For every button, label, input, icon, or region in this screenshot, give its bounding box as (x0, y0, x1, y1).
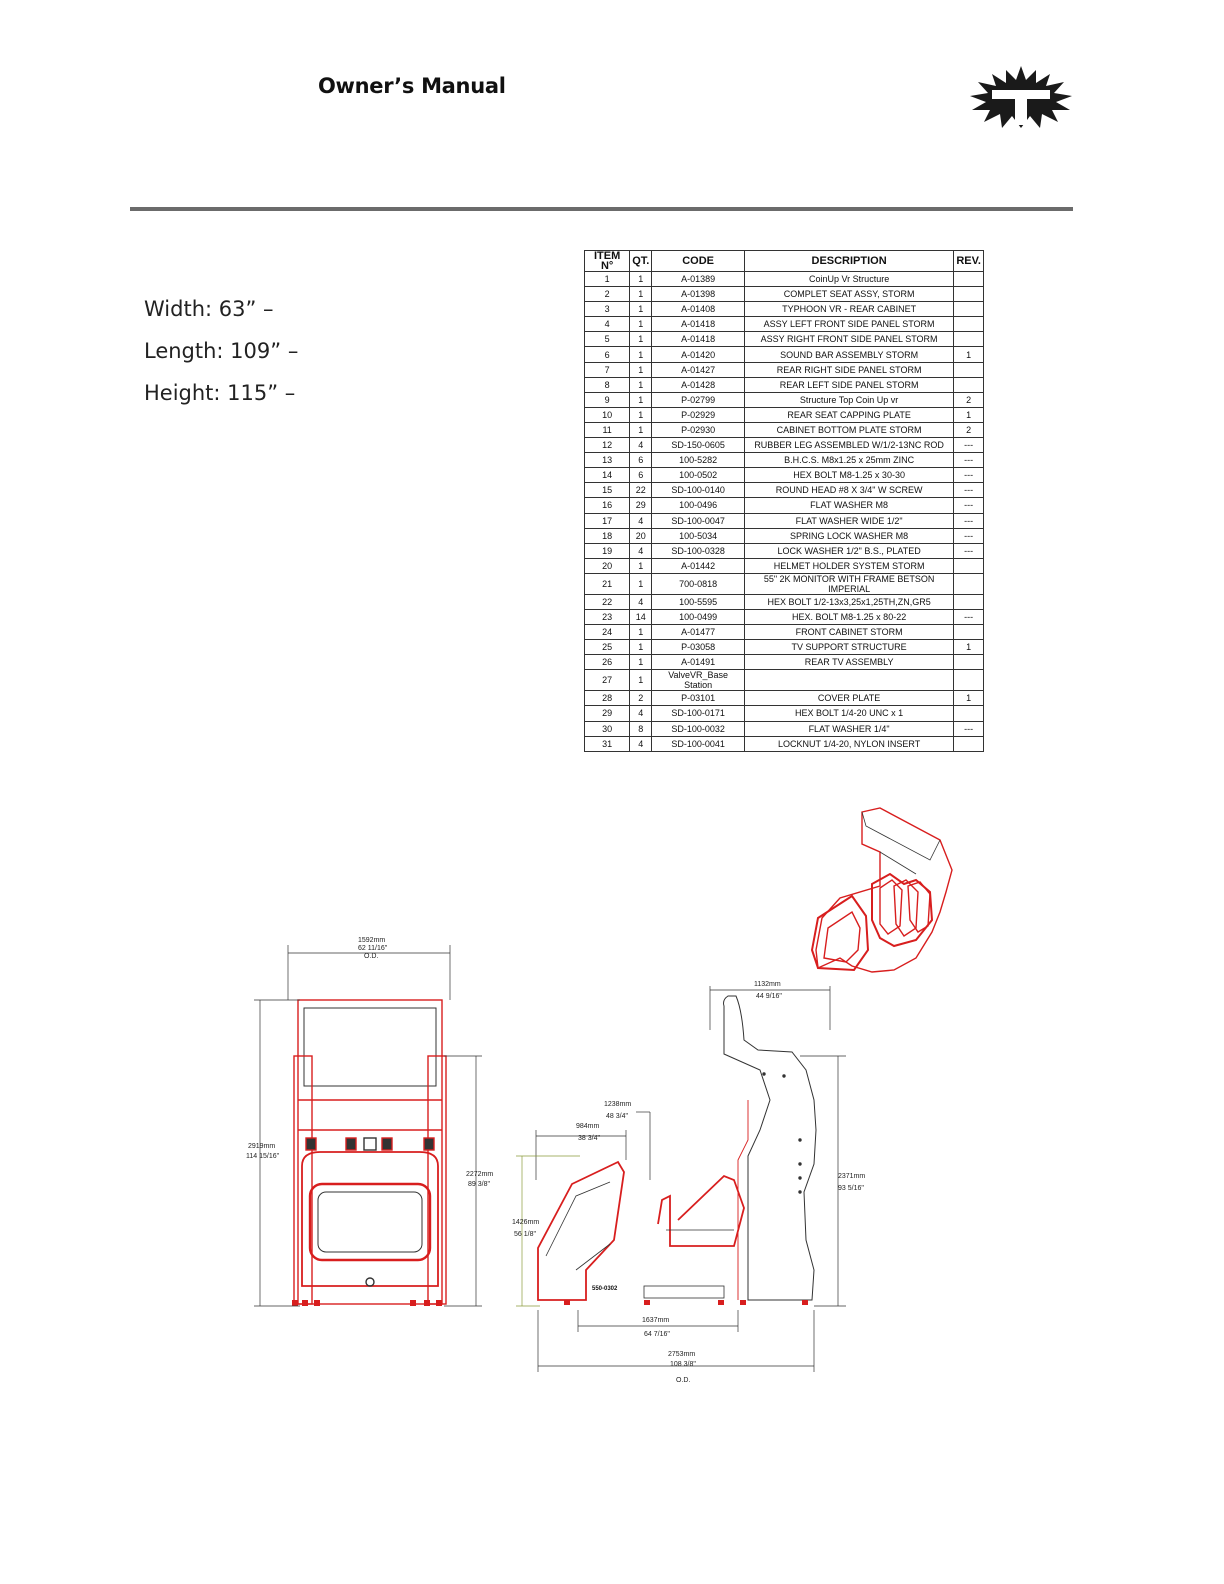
table-cell: 24 (585, 625, 630, 640)
side-view (512, 981, 865, 1384)
table-cell: 4 (630, 736, 652, 751)
side-rear-height-label: 2371mm (838, 1173, 866, 1180)
table-cell: 1 (630, 347, 652, 362)
table-row (585, 407, 984, 422)
table-row (585, 573, 984, 594)
table-cell: SD-100-0140 (652, 483, 745, 498)
table-cell: FLAT WASHER M8 (744, 498, 953, 513)
table-row (585, 655, 984, 670)
table-cell: 1 (954, 691, 984, 706)
side-front-height-label: 1426mm (512, 1219, 540, 1226)
table-cell: A-01491 (652, 655, 745, 670)
front-width-note: O.D. (364, 953, 379, 960)
parts-table-column-header: REV. (954, 251, 984, 272)
table-cell: 14 (585, 468, 630, 483)
table-cell (954, 377, 984, 392)
table-cell: 4 (630, 513, 652, 528)
table-cell: SD-100-0171 (652, 706, 745, 721)
table-cell: 2 (954, 392, 984, 407)
side-depth-a-label: 1238mm (604, 1101, 632, 1108)
table-cell: 19 (585, 543, 630, 558)
table-cell: 21 (585, 573, 630, 594)
table-cell: 1 (630, 272, 652, 287)
table-cell: 31 (585, 736, 630, 751)
table-cell: 1 (630, 407, 652, 422)
table-cell: Structure Top Coin Up vr (744, 392, 953, 407)
table-cell: TYPHOON VR - REAR CABINET (744, 302, 953, 317)
table-cell: 1 (630, 655, 652, 670)
side-front-height-inch-label: 56 1/8" (514, 1231, 536, 1238)
table-cell: 3 (585, 302, 630, 317)
side-depth-b-inch-label: 38 3/4" (578, 1135, 600, 1142)
table-cell: A-01418 (652, 317, 745, 332)
parts-table-column-header: QT. (630, 251, 652, 272)
table-row (585, 706, 984, 721)
table-cell: 13 (585, 453, 630, 468)
table-cell: SPRING LOCK WASHER M8 (744, 528, 953, 543)
table-row (585, 302, 984, 317)
front-width-label: 1592mm (358, 937, 386, 944)
table-cell: SD-100-0032 (652, 721, 745, 736)
table-row (585, 347, 984, 362)
page-header-title: Owner’s Manual (318, 74, 506, 98)
front-width-inch-label: 62 11/16" (358, 945, 388, 952)
table-row (585, 691, 984, 706)
table-cell: 1 (630, 287, 652, 302)
table-cell: 27 (585, 670, 630, 691)
table-cell: 26 (585, 655, 630, 670)
table-cell: A-01427 (652, 362, 745, 377)
table-row (585, 736, 984, 751)
table-row (585, 422, 984, 437)
table-cell: P-02930 (652, 422, 745, 437)
table-cell: P-03101 (652, 691, 745, 706)
table-cell: A-01428 (652, 377, 745, 392)
table-cell (954, 655, 984, 670)
table-cell: 1 (954, 407, 984, 422)
parts-table-column-header: DESCRIPTION (744, 251, 953, 272)
table-cell: 9 (585, 392, 630, 407)
table-cell: 100-5282 (652, 453, 745, 468)
parts-table (584, 250, 984, 752)
table-cell: 100-0499 (652, 609, 745, 624)
table-cell: --- (954, 721, 984, 736)
isometric-view (812, 808, 952, 972)
table-cell: 1 (630, 377, 652, 392)
table-cell: 1 (630, 558, 652, 573)
table-cell: A-01418 (652, 332, 745, 347)
table-cell: 8 (630, 721, 652, 736)
parts-table-body (585, 272, 984, 752)
table-cell (954, 736, 984, 751)
table-cell: 1 (585, 272, 630, 287)
table-cell (954, 272, 984, 287)
table-row (585, 670, 984, 691)
table-cell: SOUND BAR ASSEMBLY STORM (744, 347, 953, 362)
table-cell: 1 (630, 422, 652, 437)
parts-table-header (585, 251, 984, 272)
table-cell: 1 (954, 347, 984, 362)
side-top-width-label: 1132mm (754, 981, 781, 988)
table-cell: REAR TV ASSEMBLY (744, 655, 953, 670)
table-cell (954, 670, 984, 691)
table-cell: RUBBER LEG ASSEMBLED W/1/2-13NC ROD (744, 438, 953, 453)
table-row (585, 721, 984, 736)
front-inner-height-label: 2272mm (466, 1171, 494, 1178)
table-cell: HEX. BOLT M8-1.25 x 80-22 (744, 609, 953, 624)
table-cell: 1 (630, 640, 652, 655)
table-cell: CABINET BOTTOM PLATE STORM (744, 422, 953, 437)
table-row (585, 640, 984, 655)
table-cell: FLAT WASHER WIDE 1/2" (744, 513, 953, 528)
table-cell: ROUND HEAD #8 X 3/4" W SCREW (744, 483, 953, 498)
table-cell: CoinUp Vr Structure (744, 272, 953, 287)
side-base-label: 1637mm (642, 1317, 670, 1324)
table-row (585, 498, 984, 513)
table-cell: 6 (630, 453, 652, 468)
table-cell: 20 (585, 558, 630, 573)
table-cell: 14 (630, 609, 652, 624)
table-cell: FRONT CABINET STORM (744, 625, 953, 640)
table-cell: 22 (585, 594, 630, 609)
front-inner-height-inch-label: 89 3/8" (468, 1181, 490, 1188)
table-cell: 18 (585, 528, 630, 543)
table-cell: 1 (630, 317, 652, 332)
table-cell: 55" 2K MONITOR WITH FRAME BETSON IMPERIAL (744, 573, 953, 594)
table-cell: 10 (585, 407, 630, 422)
table-cell: 1 (954, 640, 984, 655)
table-cell: 29 (585, 706, 630, 721)
table-cell: SD-100-0328 (652, 543, 745, 558)
table-cell: ASSY LEFT FRONT SIDE PANEL STORM (744, 317, 953, 332)
dimensions-list (144, 288, 298, 414)
cabinet-dimension-drawing (240, 800, 980, 1400)
table-cell: 15 (585, 483, 630, 498)
table-cell (954, 594, 984, 609)
table-cell: HEX BOLT M8-1.25 x 30-30 (744, 468, 953, 483)
side-length-inch-label: 108 3/8" (670, 1361, 696, 1368)
table-cell: 4 (585, 317, 630, 332)
table-cell: SD-100-0041 (652, 736, 745, 751)
dimension-length: Length: 109” – (144, 339, 299, 363)
side-base-inch-label: 64 7/16" (644, 1331, 670, 1338)
table-row (585, 609, 984, 624)
dimension-height: Height: 115” – (144, 381, 296, 405)
table-cell: 5 (585, 332, 630, 347)
table-cell: 1 (630, 302, 652, 317)
parts-table-column-header: CODE (652, 251, 745, 272)
table-cell: 17 (585, 513, 630, 528)
table-cell: 4 (630, 706, 652, 721)
table-cell (954, 362, 984, 377)
table-cell: 20 (630, 528, 652, 543)
table-cell: --- (954, 609, 984, 624)
table-cell: REAR LEFT SIDE PANEL STORM (744, 377, 953, 392)
table-row (585, 483, 984, 498)
table-row (585, 594, 984, 609)
dimension-width: Width: 63” – (144, 297, 274, 321)
table-cell: --- (954, 438, 984, 453)
table-cell: 7 (585, 362, 630, 377)
table-cell: P-02799 (652, 392, 745, 407)
table-cell: ValveVR_Base Station (652, 670, 745, 691)
table-row (585, 528, 984, 543)
table-cell (954, 332, 984, 347)
table-cell: --- (954, 468, 984, 483)
table-cell: 4 (630, 438, 652, 453)
table-cell: 1 (630, 625, 652, 640)
table-cell (954, 558, 984, 573)
table-cell: 8 (585, 377, 630, 392)
table-cell: A-01420 (652, 347, 745, 362)
table-cell: COMPLET SEAT ASSY, STORM (744, 287, 953, 302)
table-cell: 100-5034 (652, 528, 745, 543)
table-cell: 2 (954, 422, 984, 437)
front-view (246, 937, 493, 1306)
table-cell: A-01442 (652, 558, 745, 573)
table-cell: --- (954, 513, 984, 528)
table-cell: A-01389 (652, 272, 745, 287)
table-row (585, 513, 984, 528)
front-height-label: 2919mm (248, 1143, 276, 1150)
table-cell: A-01477 (652, 625, 745, 640)
table-cell: TV SUPPORT STRUCTURE (744, 640, 953, 655)
table-cell: --- (954, 543, 984, 558)
table-cell: 22 (630, 483, 652, 498)
table-row (585, 625, 984, 640)
table-cell (954, 317, 984, 332)
table-cell: LOCK WASHER 1/2" B.S., PLATED (744, 543, 953, 558)
table-cell (954, 287, 984, 302)
table-cell: HELMET HOLDER SYSTEM STORM (744, 558, 953, 573)
front-height-inch-label: 114 15/16" (246, 1153, 280, 1160)
table-row (585, 332, 984, 347)
table-cell: P-02929 (652, 407, 745, 422)
table-cell: P-03058 (652, 640, 745, 655)
table-cell (954, 302, 984, 317)
table-cell: SD-100-0047 (652, 513, 745, 528)
table-row (585, 468, 984, 483)
table-cell: 2 (585, 287, 630, 302)
table-row (585, 438, 984, 453)
table-cell: A-01408 (652, 302, 745, 317)
table-cell: ASSY RIGHT FRONT SIDE PANEL STORM (744, 332, 953, 347)
table-cell: --- (954, 483, 984, 498)
table-cell: --- (954, 528, 984, 543)
table-cell: REAR SEAT CAPPING PLATE (744, 407, 953, 422)
table-row (585, 317, 984, 332)
table-cell: 700-0818 (652, 573, 745, 594)
table-cell (744, 670, 953, 691)
table-cell: 12 (585, 438, 630, 453)
table-row (585, 287, 984, 302)
table-cell: 1 (630, 392, 652, 407)
table-cell: --- (954, 453, 984, 468)
table-row (585, 377, 984, 392)
table-cell: 4 (630, 543, 652, 558)
table-cell: 100-0502 (652, 468, 745, 483)
table-cell: 16 (585, 498, 630, 513)
table-row (585, 543, 984, 558)
table-cell: REAR RIGHT SIDE PANEL STORM (744, 362, 953, 377)
table-row (585, 453, 984, 468)
table-cell: COVER PLATE (744, 691, 953, 706)
header-divider (130, 207, 1073, 211)
side-top-width-inch-label: 44 9/16" (756, 993, 782, 1000)
side-rear-height-inch-label: 93 5/16" (838, 1185, 864, 1192)
parts-table-column-header: ITEM N° (585, 251, 630, 272)
side-depth-a-inch-label: 48 3/4" (606, 1113, 628, 1120)
table-cell (954, 573, 984, 594)
table-cell: 1 (630, 332, 652, 347)
brand-logo-icon (966, 66, 1076, 130)
table-cell: 1 (630, 670, 652, 691)
side-length-note: O.D. (676, 1377, 691, 1384)
table-cell: 4 (630, 594, 652, 609)
table-cell: B.H.C.S. M8x1.25 x 25mm ZINC (744, 453, 953, 468)
table-cell: FLAT WASHER 1/4" (744, 721, 953, 736)
table-cell: LOCKNUT 1/4-20, NYLON INSERT (744, 736, 953, 751)
table-cell: --- (954, 498, 984, 513)
table-cell: 23 (585, 609, 630, 624)
table-cell: 100-0496 (652, 498, 745, 513)
table-cell (954, 625, 984, 640)
table-cell: 100-5595 (652, 594, 745, 609)
part-number-label: 550-0302 (592, 1286, 618, 1292)
table-row (585, 272, 984, 287)
table-cell: A-01398 (652, 287, 745, 302)
table-row (585, 362, 984, 377)
side-depth-b-label: 984mm (576, 1123, 600, 1130)
table-cell: 30 (585, 721, 630, 736)
table-cell: 1 (630, 362, 652, 377)
table-cell: 11 (585, 422, 630, 437)
table-cell: 1 (630, 573, 652, 594)
table-row (585, 392, 984, 407)
side-length-label: 2753mm (668, 1351, 696, 1358)
table-cell: HEX BOLT 1/2-13x3,25x1,25TH,ZN,GR5 (744, 594, 953, 609)
table-cell: 25 (585, 640, 630, 655)
table-cell: 6 (585, 347, 630, 362)
table-cell: 28 (585, 691, 630, 706)
table-cell (954, 706, 984, 721)
table-cell: 2 (630, 691, 652, 706)
table-cell: HEX BOLT 1/4-20 UNC x 1 (744, 706, 953, 721)
table-row (585, 558, 984, 573)
table-cell: 29 (630, 498, 652, 513)
table-cell: SD-150-0605 (652, 438, 745, 453)
table-cell: 6 (630, 468, 652, 483)
